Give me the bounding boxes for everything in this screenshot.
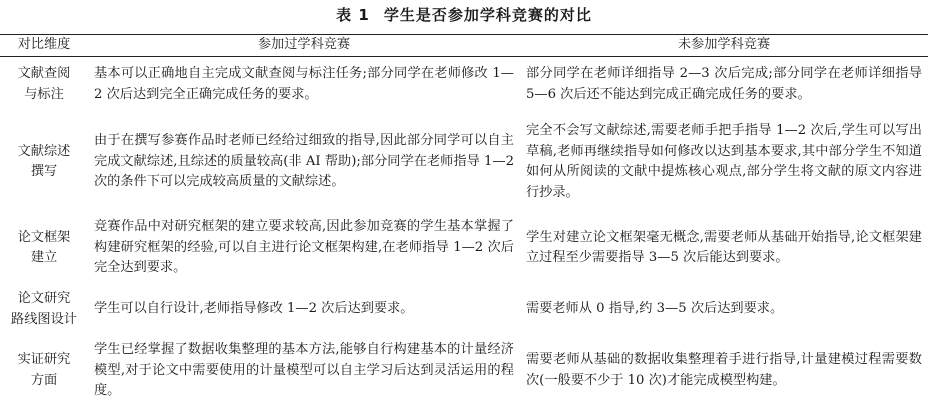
table-row xyxy=(0,285,928,334)
table-row xyxy=(0,211,928,285)
not-participated-cell: 完全不会写文献综述,需要老师手把手指导 1—2 次后,学生可以写出草稿,老师再继续指导如何修改以达到基本要求,其中部分学生不知道如何从所阅读的文献中提炼核心观点,部分学生将文献的原文内容进行抄录。 xyxy=(526,123,922,200)
table-header-row xyxy=(0,35,928,57)
participated-cell: 竞赛作品中对研究框架的建立要求较高,因此参加竞赛的学生基本掌握了构建研究框架的经验,可以自主进行论文框架构建,在老师指导 1—2 次后完全达到要求。 xyxy=(94,219,514,276)
not-participated-cell: 需要老师从基础的数据收集整理着手进行指导,计量建模过程需要数次(一般要不少于 10 次)才能完成模型构建。 xyxy=(526,352,922,388)
not-participated-cell: 部分同学在老师详细指导 2—3 次后完成;部分同学在老师详细指导 5—6 次后还不能达到完成正确完成任务的要求。 xyxy=(526,66,922,102)
header-not-participated: 未参加学科竞赛 xyxy=(677,37,771,52)
dimension-cell: 论文框架 建立 xyxy=(17,229,71,265)
table-row xyxy=(0,334,928,404)
participated-cell: 学生已经掌握了数据收集整理的基本方法,能够自行构建基本的计量经济模型,对于论文中需要使用的计量模型可以自主学习后达到灵活运用的程度。 xyxy=(94,342,514,398)
header-dimension: 对比维度 xyxy=(17,37,71,52)
table-caption xyxy=(0,4,928,25)
dimension-cell: 文献综述 撰写 xyxy=(17,143,71,179)
participated-cell: 学生可以自行设计,老师指导修改 1—2 次后达到要求。 xyxy=(94,301,414,317)
table-row xyxy=(0,113,928,211)
header-participated: 参加过学科竞赛 xyxy=(257,37,351,52)
participated-cell: 基本可以正确地自主完成文献查阅与标注任务;部分同学在老师修改 1—2 次后达到完全正确完成任务的要求。 xyxy=(94,66,514,102)
not-participated-cell: 学生对建立论文框架毫无概念,需要老师从基础开始指导,论文框架建立过程至少需要指导 3—5 次后能达到要求。 xyxy=(526,229,922,265)
table-number: 表 1 xyxy=(336,6,370,24)
participated-cell: 由于在撰写参赛作品时老师已经给过细致的指导,因此部分同学可以自主完成文献综述,且综述的质量较高(非 AI 帮助);部分同学在老师指导 1—2 次的条件下可以完成较高质量的文献综述。 xyxy=(94,133,514,190)
dimension-cell: 实证研究 方面 xyxy=(17,352,71,388)
table-title: 学生是否参加学科竞赛的对比 xyxy=(383,6,592,24)
table-row xyxy=(0,56,928,113)
comparison-table xyxy=(0,34,928,404)
not-participated-cell: 需要老师从 0 指导,约 3—5 次后达到要求。 xyxy=(526,301,784,317)
dimension-cell: 文献查阅 与标注 xyxy=(17,66,71,102)
dimension-cell: 论文研究 路线图设计 xyxy=(11,291,77,327)
